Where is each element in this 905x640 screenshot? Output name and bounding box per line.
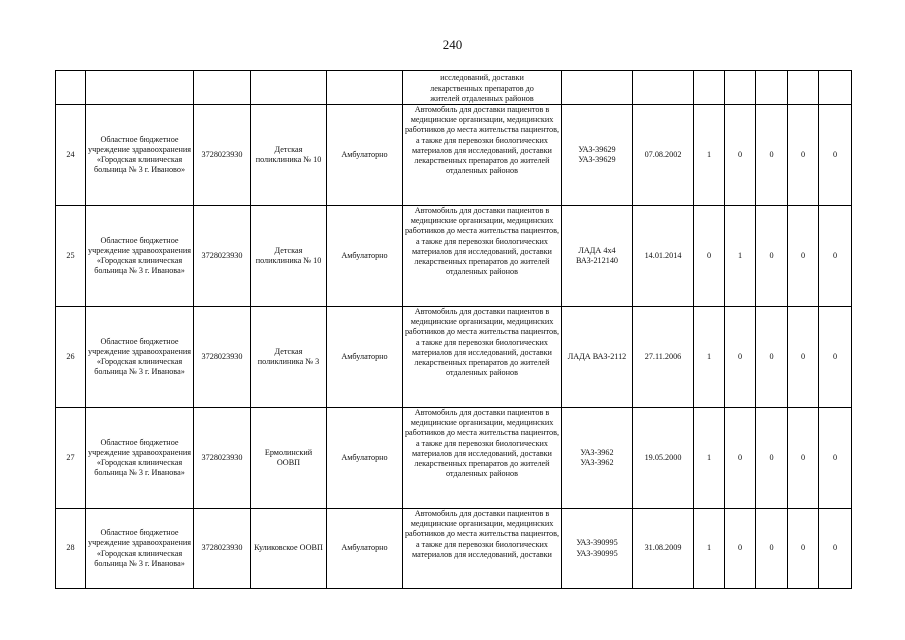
- cell-inn: 3728023930: [194, 509, 251, 589]
- cell-count: 0: [694, 206, 725, 307]
- cell-date: 19.05.2000: [633, 408, 694, 509]
- purpose-text: Автомобиль для доставки пациентов в медицинские организации, медицинских работников до места жительства пациентов, а также для перевозки биологических материалов для исследований, доставки: [404, 509, 560, 559]
- cell-care: Амбулаторно: [327, 206, 403, 307]
- cell-count: [788, 71, 819, 105]
- cell-unit: Детская поликлиника № 3: [251, 307, 327, 408]
- cell-count: 1: [694, 105, 725, 206]
- cell-care: Амбулаторно: [327, 408, 403, 509]
- page-number: 240: [442, 37, 463, 52]
- cell-care: Амбулаторно: [327, 307, 403, 408]
- cell-model: УАЗ-390995 УАЗ-390995: [562, 509, 633, 589]
- cell-unit: Детская поликлиника № 10: [251, 206, 327, 307]
- cell-org: Областное бюджетное учреждение здравоохранения «Городская клиническая больница № 3 г. Иванова»: [86, 307, 194, 408]
- cell-count: 0: [725, 509, 756, 589]
- vehicle-register-table: [55, 70, 852, 589]
- cell-unit: Ермолинский ООВП: [251, 408, 327, 509]
- cell-purpose: [403, 307, 562, 408]
- cell-model: [562, 71, 633, 105]
- cell-num: 25: [56, 206, 86, 307]
- cell-model: УАЗ-3962 УАЗ-3962: [562, 408, 633, 509]
- cell-count: 0: [725, 105, 756, 206]
- cell-count: 0: [756, 408, 788, 509]
- cell-count: 0: [788, 105, 819, 206]
- cell-org: [86, 71, 194, 105]
- cell-num: 28: [56, 509, 86, 589]
- cell-count: 0: [788, 206, 819, 307]
- purpose-text: Автомобиль для доставки пациентов в медицинские организации, медицинских работников до места жительства пациентов, а также для перевозки биологических материалов для исследований, доставки лекарственных препаратов до жителей отдаленных районов: [404, 408, 560, 479]
- cell-num: [56, 71, 86, 105]
- cell-count: 0: [788, 408, 819, 509]
- cell-num: 24: [56, 105, 86, 206]
- cell-care: Амбулаторно: [327, 509, 403, 589]
- table-row-continued: [56, 71, 852, 105]
- cell-date: 27.11.2006: [633, 307, 694, 408]
- cell-count: [725, 71, 756, 105]
- cell-purpose: [403, 105, 562, 206]
- table-row: [56, 408, 852, 509]
- cell-count: 0: [756, 509, 788, 589]
- purpose-line: исследований, доставки: [440, 73, 524, 83]
- purpose-line: лекарственных препаратов до: [430, 83, 534, 93]
- cell-count: 0: [819, 206, 852, 307]
- cell-org: Областное бюджетное учреждение здравоохранения «Городская клиническая больница № 3 г. Иванова»: [86, 206, 194, 307]
- cell-count: 0: [819, 509, 852, 589]
- purpose-text: Автомобиль для доставки пациентов в медицинские организации, медицинских работников до места жительства пациентов, а также для перевозки биологических материалов для исследований, доставки лекарственных препаратов до жителей отдаленных районов: [404, 307, 560, 378]
- cell-count: 0: [819, 408, 852, 509]
- cell-date: [633, 71, 694, 105]
- cell-model: УАЗ-39629 УАЗ-39629: [562, 105, 633, 206]
- cell-purpose: [403, 206, 562, 307]
- cell-count: 0: [819, 105, 852, 206]
- cell-count: 1: [694, 307, 725, 408]
- cell-count: 0: [788, 509, 819, 589]
- cell-count: 0: [819, 307, 852, 408]
- cell-care: [327, 71, 403, 105]
- cell-purpose: [403, 71, 562, 105]
- cell-num: 26: [56, 307, 86, 408]
- cell-unit: Куликовское ООВП: [251, 509, 327, 589]
- cell-unit: Детская поликлиника № 10: [251, 105, 327, 206]
- cell-count: 0: [756, 206, 788, 307]
- cell-count: 0: [725, 408, 756, 509]
- cell-num: 27: [56, 408, 86, 509]
- cell-count: 1: [694, 509, 725, 589]
- cell-date: 07.08.2002: [633, 105, 694, 206]
- cell-org: Областное бюджетное учреждение здравоохранения «Городская клиническая больница № 3 г. Иванова»: [86, 509, 194, 589]
- cell-org: Областное бюджетное учреждение здравоохранения «Городская клиническая больница № 3 г. Иваново»: [86, 105, 194, 206]
- purpose-text: Автомобиль для доставки пациентов в медицинские организации, медицинских работников до места жительства пациентов, а также для перевозки биологических материалов для исследований, доставки лекарственных препаратов до жителей отдаленных районов: [404, 105, 560, 176]
- cell-date: 31.08.2009: [633, 509, 694, 589]
- cell-purpose: [403, 509, 562, 589]
- cell-inn: 3728023930: [194, 105, 251, 206]
- cell-model: ЛАДА 4x4 ВАЗ-212140: [562, 206, 633, 307]
- cell-count: 0: [725, 307, 756, 408]
- purpose-line: жителей отдаленных районов: [430, 93, 534, 103]
- cell-count: 0: [756, 105, 788, 206]
- cell-purpose: [403, 408, 562, 509]
- cell-inn: [194, 71, 251, 105]
- cell-count: 1: [694, 408, 725, 509]
- cell-count: [756, 71, 788, 105]
- table-row: [56, 105, 852, 206]
- cell-org: Областное бюджетное учреждение здравоохранения «Городская клиническая больница № 3 г. Иванова»: [86, 408, 194, 509]
- cell-unit: [251, 71, 327, 105]
- cell-count: 0: [756, 307, 788, 408]
- cell-inn: 3728023930: [194, 408, 251, 509]
- cell-inn: 3728023930: [194, 307, 251, 408]
- cell-date: 14.01.2014: [633, 206, 694, 307]
- cell-count: [694, 71, 725, 105]
- table-row: [56, 509, 852, 589]
- cell-care: Амбулаторно: [327, 105, 403, 206]
- cell-count: [819, 71, 852, 105]
- cell-inn: 3728023930: [194, 206, 251, 307]
- table-row: [56, 206, 852, 307]
- table-row: [56, 307, 852, 408]
- cell-count: 1: [725, 206, 756, 307]
- cell-model: ЛАДА ВАЗ-2112: [562, 307, 633, 408]
- cell-count: 0: [788, 307, 819, 408]
- purpose-text: Автомобиль для доставки пациентов в медицинские организации, медицинских работников до места жительства пациентов, а также для перевозки биологических материалов для исследований, доставки лекарственных препаратов до жителей отдаленных районов: [404, 206, 560, 277]
